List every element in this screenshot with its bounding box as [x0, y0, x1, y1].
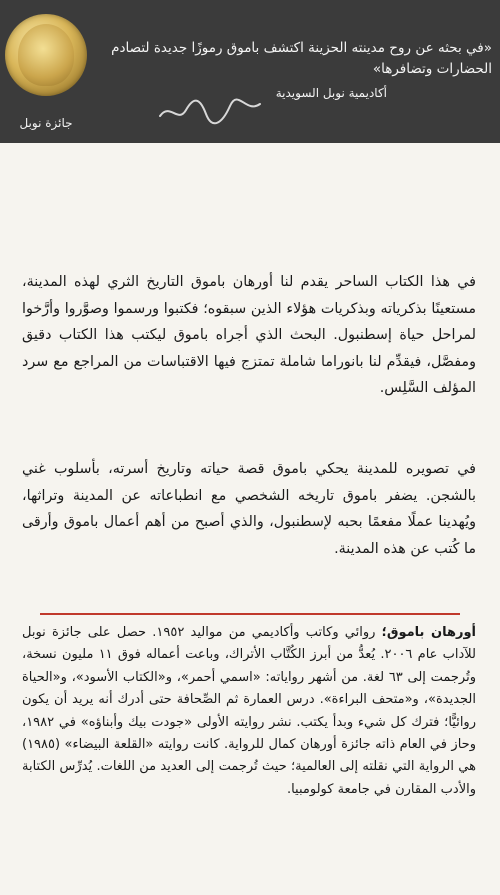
description-paragraph-2: في تصويره للمدينة يحكي باموق قصة حياته وتاريخ أسرته، بأسلوب غني بالشجن. يضفر باموق تاريخه الشخصي مع انطباعاته عن المدينة وتراثها، ويُهدينا عملًا مفعمًا بحبه لإسطنبول، والذي أصبح من أهم أعمال باموق وأرقى ما كُتب عن هذه المدينة. [22, 461, 476, 557]
medal-label: جائزة نوبل [19, 116, 73, 130]
nobel-quote: «في بحثه عن روح مدينته الحزينة اكتشف باموق رموزًا جديدة لتصادم الحضارات وتضافرها» [111, 40, 492, 77]
author-name: أورهان باموق؛ [381, 625, 477, 640]
section-divider [40, 613, 460, 615]
description-paragraph-1: في هذا الكتاب الساحر يقدم لنا أورهان باموق التاريخ الثري لهذه المدينة، مستعينًا بذكرياته وبذكريات هؤلاء الذين سبقوه؛ فكتبوا ورسموا وصوَّروا وأرَّخوا لمراحل حياة إسطنبول. البحث الذي أجراه باموق ليكتب هذا الكتاب دقيق ومفصَّل، فيقدِّم لنا بانوراما شاملة تمتزج فيها الاقتباسات من المراجع مع سرد المؤلف السَّلِس. [22, 274, 476, 397]
nobel-medal-icon [5, 14, 87, 96]
author-signature-icon [150, 84, 270, 134]
quote-source: أكاديمية نوبل السويدية [275, 86, 387, 100]
author-bio-text: روائي وكاتب وأكاديمي من مواليد ١٩٥٢. حصل على جائزة نوبل للآداب عام ٢٠٠٦. يُعدُّ من أبرز الكُتَّاب الأتراك، وباعت أعماله فوق ١١ مليون نسخة، وتُرجمت إلى ٦٣ لغة. من أشهر رواياته: «اسمي أحمر»، و«الكتاب الأسود»، و«الحياة الجديدة»، و«متحف البراءة». درس العمارة ثم الصِّحافة حتى أدرك أنه يريد أن يكون روائيًّا؛ فترك كل شيء وبدأ يكتب. نشر روايته الأولى «جودت بيك وأبناؤه» في ١٩٨٢، وحاز في العام ذاته جائزة أورهان كمال للرواية. كانت روايته «القلعة البيضاء» (١٩٨٥) هي الرواية التي نقلته إلى العالمية؛ حيث تُرجمت إلى العديد من اللغات. يُدرِّس الكتابة والأدب المقارن في جامعة كولومبيا. [22, 625, 476, 797]
author-bio [22, 622, 476, 801]
header-band [0, 0, 500, 143]
